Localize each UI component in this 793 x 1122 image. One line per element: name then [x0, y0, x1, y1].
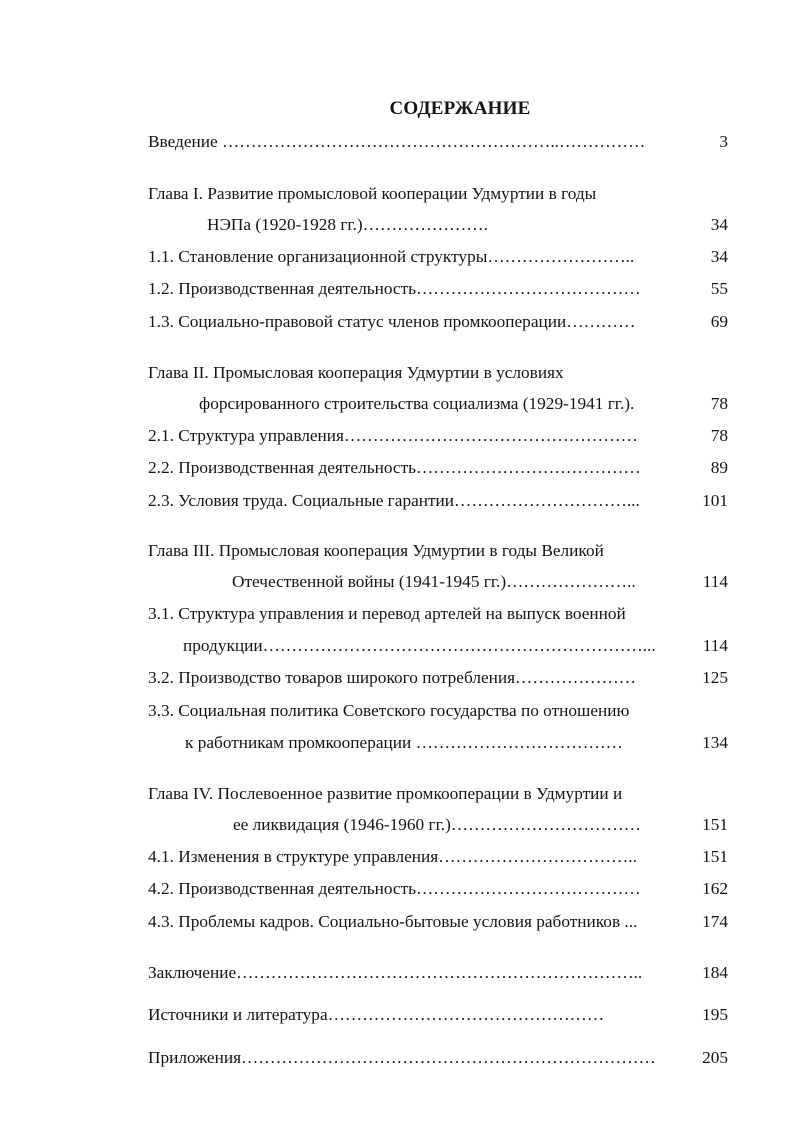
toc-entry-text: Глава IV. Послевоенное развитие промкооперации в Удмуртии и [148, 784, 623, 803]
toc-entry-text: 2.2. Производственная деятельность………………………………… [148, 458, 641, 477]
toc-entry-text: 1.3. Социально-правовой статус членов промкооперации………… [148, 312, 636, 331]
toc-entry-page: 162 [702, 879, 728, 898]
toc-entry-page: 134 [702, 733, 728, 752]
toc-entry-text: НЭПа (1920-1928 гг.)…………………. [207, 215, 488, 234]
toc-entry-text: 2.3. Условия труда. Социальные гарантии…………………………... [148, 491, 640, 510]
toc-entry-text: форсированного строительства социализма (1929-1941 гг.). [199, 394, 635, 413]
toc-entry-page: 205 [702, 1048, 728, 1067]
toc-entry-text: ее ликвидация (1946-1960 гг.)…………………………… [233, 815, 641, 834]
toc-entry-page: 69 [710, 312, 728, 331]
toc-entry-page: 89 [710, 458, 728, 477]
toc-entry-page: 101 [702, 491, 728, 510]
toc-entry-page: 195 [702, 1005, 728, 1024]
toc-entry-text: Заключение…………………………………………………………….. [148, 963, 643, 982]
toc-entry-text: 3.2. Производство товаров широкого потребления………………… [148, 668, 637, 687]
toc-entry-text: 1.2. Производственная деятельность………………………………… [148, 279, 641, 298]
toc-entry-text: Приложения……………………………………………………………… [148, 1048, 656, 1067]
toc-entry-text: 4.3. Проблемы кадров. Социально-бытовые условия работников ... [148, 912, 638, 931]
toc-entry-text: к работникам промкооперации ……………………………… [185, 733, 623, 752]
toc-entry-page: 184 [702, 963, 728, 982]
toc-entry-page: 151 [702, 847, 728, 866]
toc-entry-page: 55 [710, 279, 728, 298]
toc-entry-page: 34 [710, 215, 728, 234]
toc-entry-page: 125 [702, 668, 728, 687]
toc-entry-page: 114 [702, 572, 728, 591]
toc-entry-page: 78 [710, 426, 728, 445]
toc-entry-text: 4.1. Изменения в структуре управления…………………………….. [148, 847, 637, 866]
toc-entry-page: 34 [710, 247, 728, 266]
toc-entry-text: продукции…………………………………………………………... [183, 636, 656, 655]
toc-entry-text: Введение …………………………………………………..…………… [148, 132, 646, 151]
toc-entry-text: Отечественной войны (1941-1945 гг.)………………….. [232, 572, 636, 591]
toc-entry-page: 151 [702, 815, 728, 834]
toc-entry-page: 114 [702, 636, 728, 655]
toc-entry-text: Глава I. Развитие промысловой кооперации Удмуртии в годы [148, 184, 597, 203]
toc-entry-page: 174 [702, 912, 728, 931]
toc-entry-page: 78 [710, 394, 728, 413]
toc-entry-text: Глава II. Промысловая кооперация Удмуртии в условиях [148, 363, 564, 382]
toc-entry-text: Глава III. Промысловая кооперация Удмуртии в годы Великой [148, 541, 604, 560]
toc-entry-text: 3.3. Социальная политика Советского государства по отношению [148, 701, 630, 720]
toc-entry-text: 4.2. Производственная деятельность………………………………… [148, 879, 641, 898]
toc-entry-text: Источники и литература………………………………………… [148, 1005, 605, 1024]
page-title: СОДЕРЖАНИЕ [389, 98, 531, 119]
toc-entry-text: 1.1. Становление организационной структуры…………………….. [148, 247, 635, 266]
toc-entry-page: 3 [719, 132, 728, 151]
toc-entry-text: 2.1. Структура управления…………………………………………… [148, 426, 638, 445]
toc-entry-text: 3.1. Структура управления и перевод артелей на выпуск военной [148, 604, 626, 623]
